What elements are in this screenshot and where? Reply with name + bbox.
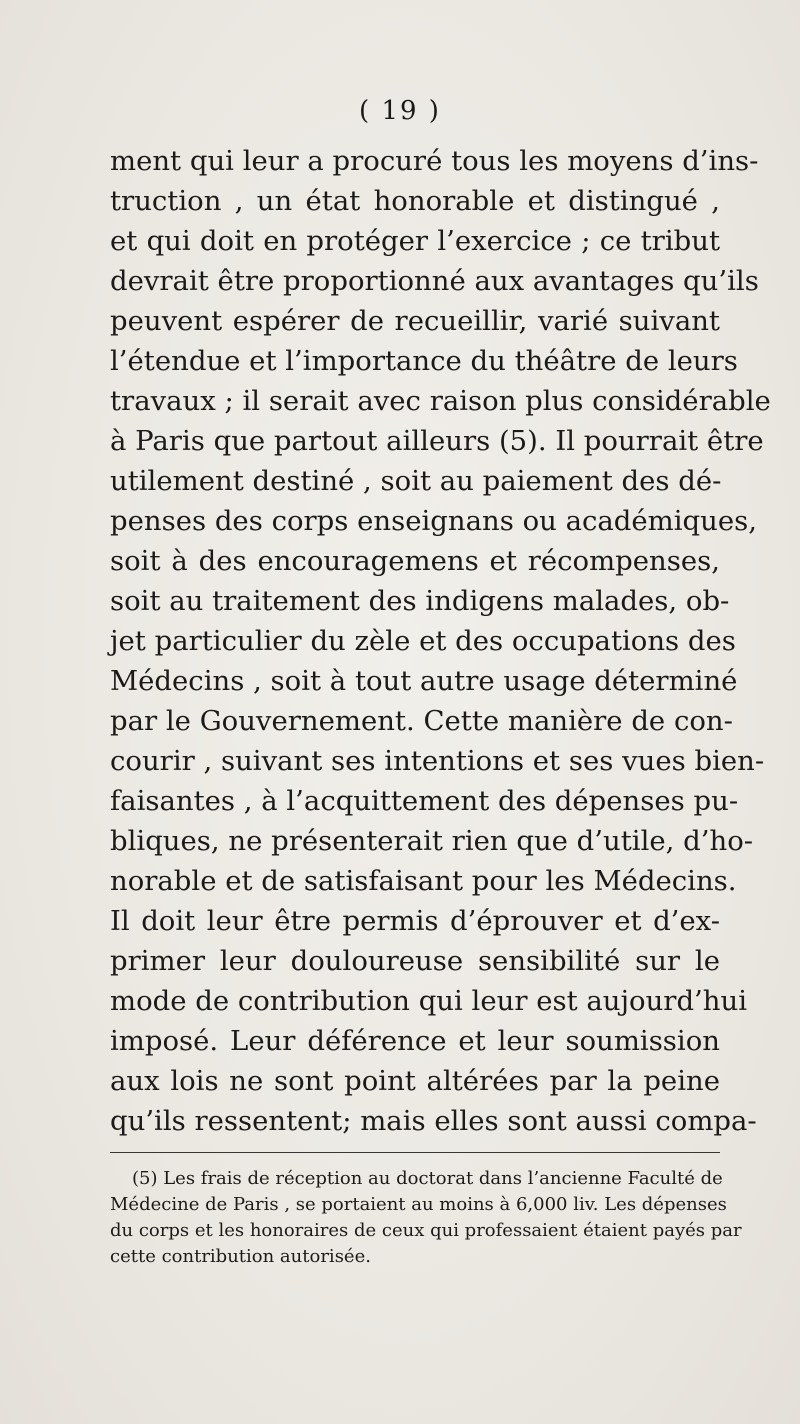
text-line: faisantes , à l’acquittement des dépenses pu- [110, 785, 739, 817]
text-line: l’étendue et l’importance du théâtre de leurs [110, 345, 738, 377]
page-number: ( 19 ) [359, 96, 441, 126]
text-line: mode de contribution qui leur est aujourd’hui [110, 985, 748, 1017]
main-text [110, 141, 771, 1141]
text-line: travaux ; il serait avec raison plus considérable [110, 385, 771, 417]
text-line: penses des corps enseignans ou académiques, [110, 505, 757, 537]
text-line: à Paris que partout ailleurs (5). Il pourrait être [110, 425, 764, 457]
text-line: norable et de satisfaisant pour les Médecins. [110, 865, 737, 897]
text-line: par le Gouvernement. Cette manière de con- [110, 705, 733, 737]
text-line: et qui doit en protéger l’exercice ; ce tribut [110, 225, 720, 257]
text-line: imposé. Leur déférence et leur soumission [110, 1025, 720, 1057]
text-line: soit au traitement des indigens malades, ob- [110, 585, 730, 617]
text-line: peuvent espérer de recueillir, varié suivant [110, 305, 720, 337]
footnote-line: (5) Les frais de réception au doctorat dans l’ancienne Faculté de [132, 1168, 723, 1189]
text-line: jet particulier du zèle et des occupations des [110, 625, 736, 657]
footnote-line: Médecine de Paris , se portaient au moins à 6,000 liv. Les dépenses [110, 1194, 727, 1215]
text-line: aux lois ne sont point altérées par la peine [110, 1065, 720, 1097]
footnote-line: cette contribution autorisée. [110, 1246, 371, 1267]
text-line: utilement destiné , soit au paiement des dé- [110, 465, 722, 497]
footnote-divider [110, 1152, 720, 1153]
footnote [110, 1166, 742, 1270]
text-line: Médecins , soit à tout autre usage déterminé [110, 665, 738, 697]
text-line: primer leur douloureuse sensibilité sur le [110, 945, 720, 977]
text-line: Il doit leur être permis d’éprouver et d’ex- [110, 905, 720, 937]
text-line: courir , suivant ses intentions et ses vues bien- [110, 745, 765, 777]
text-line: bliques, ne présenterait rien que d’utile, d’ho- [110, 825, 754, 857]
text-line: devrait être proportionné aux avantages qu’ils [110, 265, 759, 297]
text-line: qu’ils ressentent; mais elles sont aussi compa- [110, 1105, 757, 1137]
text-line: truction , un état honorable et distingué , [110, 185, 720, 217]
text-line: ment qui leur a procuré tous les moyens d’ins- [110, 145, 759, 177]
footnote-line: du corps et les honoraires de ceux qui professaient étaient payés par [110, 1220, 742, 1241]
text-line: soit à des encouragemens et récompenses, [110, 545, 720, 577]
